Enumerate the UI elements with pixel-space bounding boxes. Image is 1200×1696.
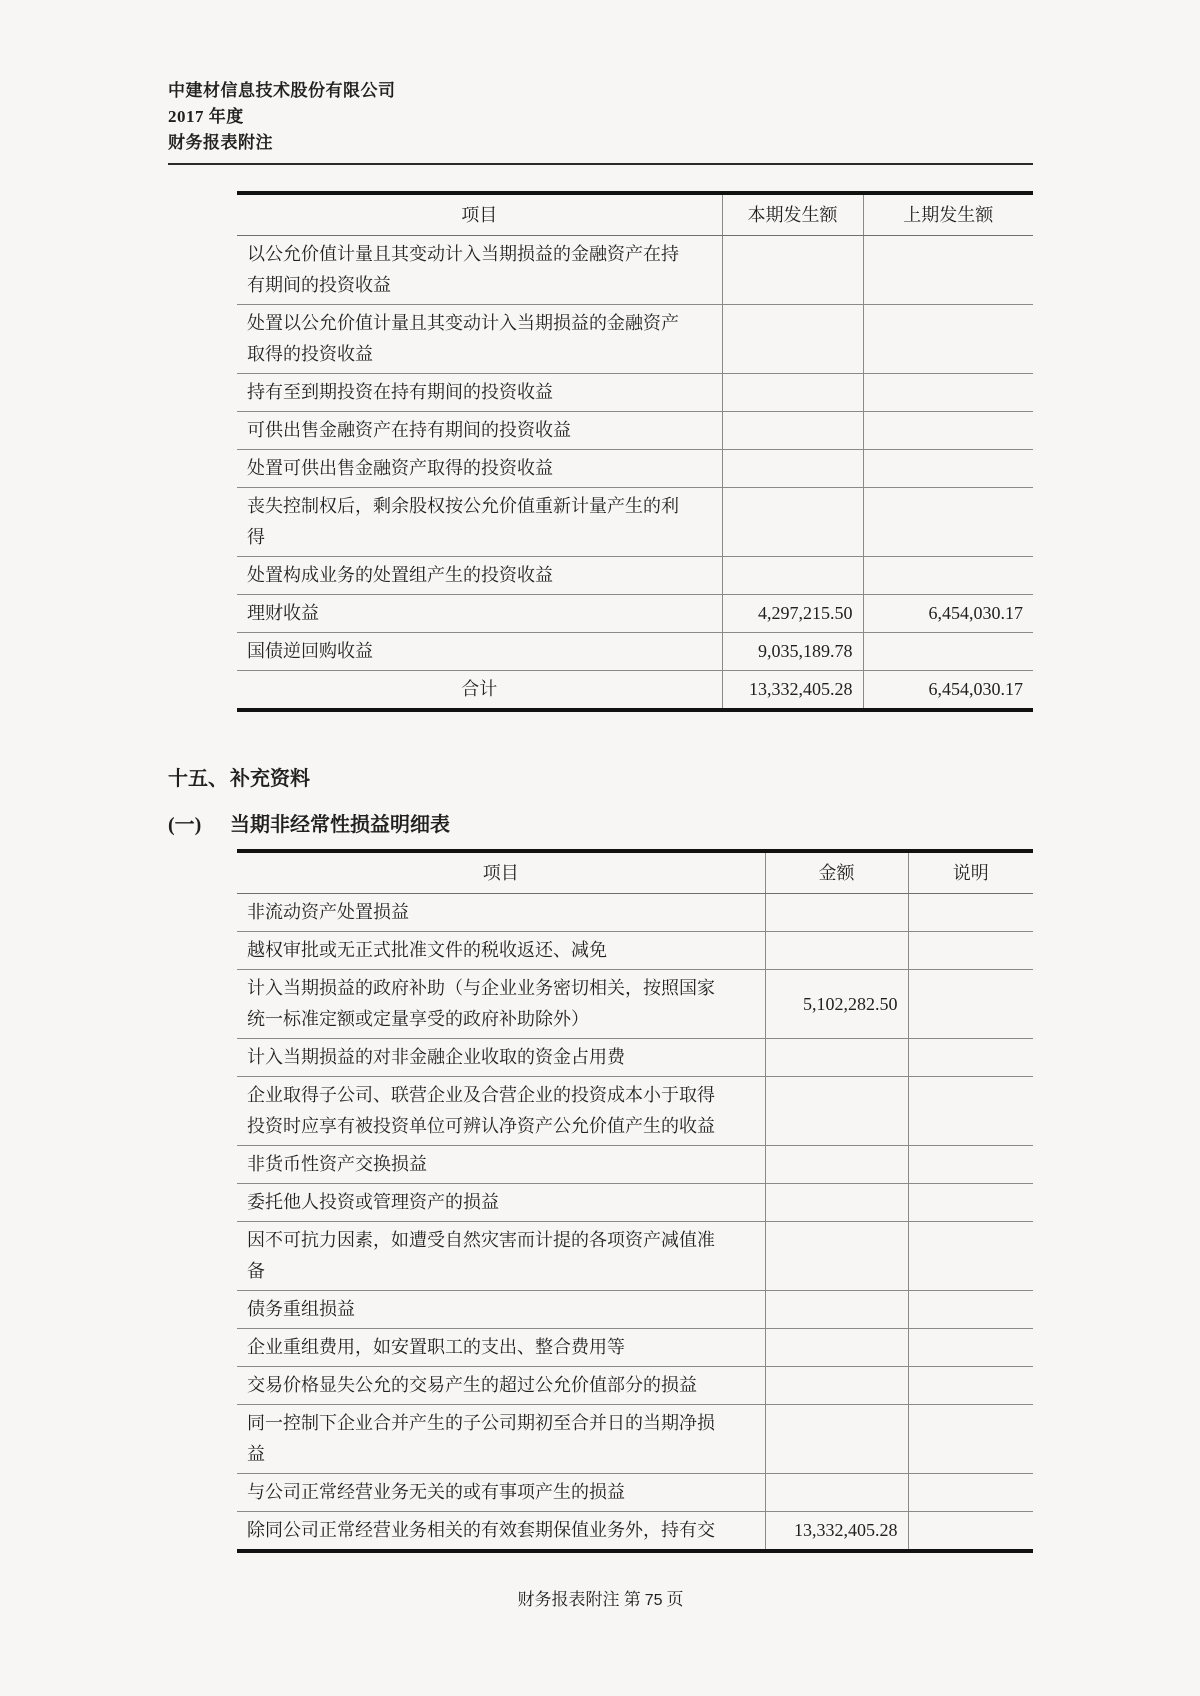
note-cell	[908, 932, 1033, 970]
table-row	[237, 1291, 1033, 1329]
table-row	[237, 1039, 1033, 1077]
note-cell	[908, 1512, 1033, 1552]
note-cell	[908, 1291, 1033, 1329]
amount-cell	[765, 1222, 908, 1291]
note-cell	[908, 1405, 1033, 1474]
total-row	[237, 671, 1033, 711]
item-cell: 计入当期损益的政府补助（与企业业务密切相关，按照国家统一标准定额或定量享受的政府补助除外）	[237, 970, 765, 1039]
item-cell: 以公允价值计量且其变动计入当期损益的金融资产在持有期间的投资收益	[237, 236, 722, 305]
item-cell: 与公司正常经营业务无关的或有事项产生的损益	[237, 1474, 765, 1512]
header-rule	[168, 163, 1033, 165]
item-cell: 合计	[237, 671, 722, 711]
table-row	[237, 1222, 1033, 1291]
amount-cell	[765, 1039, 908, 1077]
subsection-number: (一)	[168, 814, 202, 836]
footer-text-suffix: 页	[666, 1590, 684, 1609]
current-period-amount-cell	[722, 450, 863, 488]
prior-period-amount-cell	[863, 412, 1033, 450]
table-row	[237, 374, 1033, 412]
table-row	[237, 932, 1033, 970]
prior-period-amount-cell	[863, 557, 1033, 595]
amount-cell	[765, 894, 908, 932]
note-cell	[908, 894, 1033, 932]
table-row	[237, 1512, 1033, 1552]
note-cell	[908, 1474, 1033, 1512]
table-row	[237, 1146, 1033, 1184]
item-cell: 同一控制下企业合并产生的子公司期初至合并日的当期净损益	[237, 1405, 765, 1474]
current-period-amount-cell	[722, 374, 863, 412]
table-row	[237, 595, 1033, 633]
current-period-amount-cell	[722, 557, 863, 595]
table-header-row	[237, 851, 1033, 894]
footer-text: 财务报表附注 第	[517, 1590, 641, 1609]
amount-cell	[765, 1329, 908, 1367]
note-cell	[908, 970, 1033, 1039]
amount-cell	[765, 1077, 908, 1146]
amount-cell: 5,102,282.50	[765, 970, 908, 1039]
table-header-row	[237, 193, 1033, 236]
section-title: 补充资料	[230, 768, 310, 790]
item-cell: 持有至到期投资在持有期间的投资收益	[237, 374, 722, 412]
table-row	[237, 1077, 1033, 1146]
table-row	[237, 1184, 1033, 1222]
page-footer	[168, 1585, 1033, 1610]
doc-title: 财务报表附注	[168, 133, 273, 152]
amount-cell	[765, 1184, 908, 1222]
amount-cell	[765, 1474, 908, 1512]
item-cell: 因不可抗力因素，如遭受自然灾害而计提的各项资产减值准备	[237, 1222, 765, 1291]
prior-period-amount-cell	[863, 305, 1033, 374]
item-cell: 处置构成业务的处置组产生的投资收益	[237, 557, 722, 595]
note-cell	[908, 1329, 1033, 1367]
note-cell	[908, 1222, 1033, 1291]
column-header-prior-period: 上期发生额	[863, 193, 1033, 236]
company-name: 中建材信息技术股份有限公司	[168, 81, 396, 100]
table-row	[237, 1329, 1033, 1367]
current-period-amount-cell	[722, 236, 863, 305]
item-cell: 除同公司正常经营业务相关的有效套期保值业务外，持有交	[237, 1512, 765, 1552]
table-row	[237, 488, 1033, 557]
table-row	[237, 236, 1033, 305]
item-cell: 国债逆回购收益	[237, 633, 722, 671]
item-cell: 处置以公允价值计量且其变动计入当期损益的金融资产取得的投资收益	[237, 305, 722, 374]
current-period-amount-cell	[722, 305, 863, 374]
table-row	[237, 1474, 1033, 1512]
note-cell	[908, 1039, 1033, 1077]
item-cell: 处置可供出售金融资产取得的投资收益	[237, 450, 722, 488]
column-header-item: 项目	[237, 851, 765, 894]
table-row	[237, 1367, 1033, 1405]
prior-period-amount-cell	[863, 236, 1033, 305]
amount-cell	[765, 1291, 908, 1329]
section-heading	[168, 762, 1033, 791]
item-cell: 理财收益	[237, 595, 722, 633]
column-header-amount: 金额	[765, 851, 908, 894]
item-cell: 企业重组费用，如安置职工的支出、整合费用等	[237, 1329, 765, 1367]
column-header-note: 说明	[908, 851, 1033, 894]
table-row	[237, 557, 1033, 595]
prior-period-amount-cell	[863, 374, 1033, 412]
item-cell: 委托他人投资或管理资产的损益	[237, 1184, 765, 1222]
current-period-amount-cell: 13,332,405.28	[722, 671, 863, 711]
item-cell: 债务重组损益	[237, 1291, 765, 1329]
item-cell: 可供出售金融资产在持有期间的投资收益	[237, 412, 722, 450]
item-cell: 计入当期损益的对非金融企业收取的资金占用费	[237, 1039, 765, 1077]
footer-page-number: 75	[644, 1592, 663, 1609]
amount-cell	[765, 932, 908, 970]
non-recurring-items-table	[237, 849, 1033, 1553]
amount-cell: 13,332,405.28	[765, 1512, 908, 1552]
investment-income-table	[237, 191, 1033, 712]
prior-period-amount-cell	[863, 450, 1033, 488]
table-row	[237, 412, 1033, 450]
prior-period-amount-cell	[863, 488, 1033, 557]
amount-cell	[765, 1405, 908, 1474]
column-header-current-period: 本期发生额	[722, 193, 863, 236]
prior-period-amount-cell	[863, 633, 1033, 671]
report-year: 2017 年度	[168, 107, 244, 126]
item-cell: 企业取得子公司、联营企业及合营企业的投资成本小于取得投资时应享有被投资单位可辨认净资产公允价值产生的收益	[237, 1077, 765, 1146]
table-row	[237, 450, 1033, 488]
section-number: 十五、	[168, 768, 228, 790]
amount-cell	[765, 1367, 908, 1405]
prior-period-amount-cell: 6,454,030.17	[863, 671, 1033, 711]
current-period-amount-cell	[722, 488, 863, 557]
note-cell	[908, 1146, 1033, 1184]
current-period-amount-cell	[722, 412, 863, 450]
note-cell	[908, 1184, 1033, 1222]
item-cell: 非货币性资产交换损益	[237, 1146, 765, 1184]
note-cell	[908, 1077, 1033, 1146]
item-cell: 非流动资产处置损益	[237, 894, 765, 932]
subsection-heading	[168, 808, 1033, 837]
table-row	[237, 633, 1033, 671]
amount-cell	[765, 1146, 908, 1184]
current-period-amount-cell: 9,035,189.78	[722, 633, 863, 671]
note-cell	[908, 1367, 1033, 1405]
prior-period-amount-cell: 6,454,030.17	[863, 595, 1033, 633]
table-row	[237, 1405, 1033, 1474]
table-row	[237, 894, 1033, 932]
current-period-amount-cell: 4,297,215.50	[722, 595, 863, 633]
table-row	[237, 305, 1033, 374]
subsection-title: 当期非经常性损益明细表	[230, 814, 450, 836]
page-header	[168, 78, 1033, 156]
table-row	[237, 970, 1033, 1039]
item-cell: 丧失控制权后，剩余股权按公允价值重新计量产生的利得	[237, 488, 722, 557]
item-cell: 交易价格显失公允的交易产生的超过公允价值部分的损益	[237, 1367, 765, 1405]
item-cell: 越权审批或无正式批准文件的税收返还、减免	[237, 932, 765, 970]
column-header-item: 项目	[237, 193, 722, 236]
